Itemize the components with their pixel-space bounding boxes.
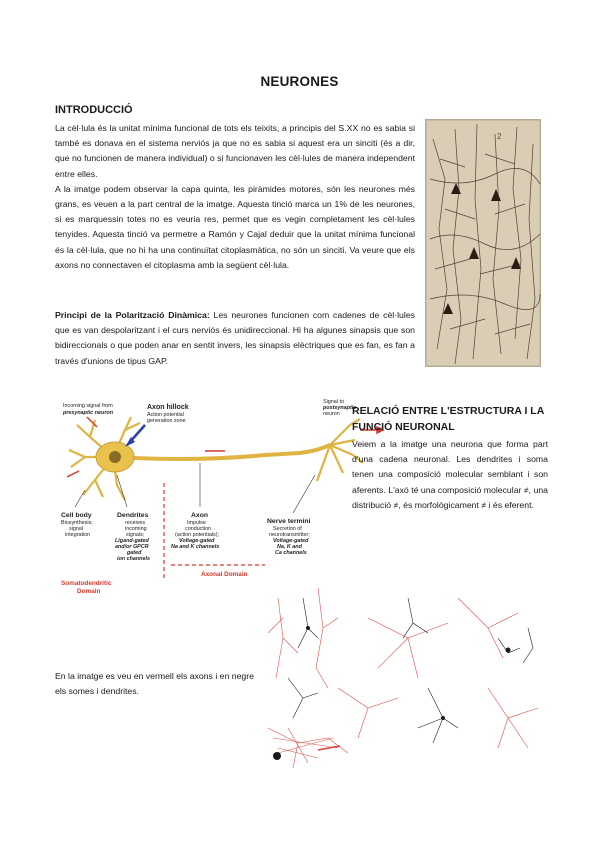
diagram-label: and/or GPCR xyxy=(115,544,149,550)
diagram-label: Dendrites xyxy=(117,512,149,519)
principle-paragraph xyxy=(55,308,415,369)
diagram-label: Incoming signal from xyxy=(63,403,113,409)
diagram-label: Voltage-gated xyxy=(179,538,215,544)
diagram-label: Axon xyxy=(191,512,208,519)
intro-paragraph: La cèl·lula és la unitat mínima funcional de tots els teixits, a principis del S.XX no es sabia si també es donava en el sistema nerviós ja que no es sabia si aquest era un sinciti (és a dir, que no funcionen de manera individual) o si funcionaven les cèl·lules de manera independent entre elles. xyxy=(55,123,415,179)
diagram-label: (action potentials); xyxy=(175,532,220,538)
diagram-label: Nerve termini xyxy=(267,518,311,525)
diagram-label: conduction xyxy=(185,526,212,532)
diagram-label: Domain xyxy=(77,588,101,595)
tracing-caption: En la imatge es veu en vermell els axons i en negre els somes i dendrites. xyxy=(55,671,254,697)
diagram-label: neurotransmitter; xyxy=(269,532,310,538)
diagram-label: Secretion of xyxy=(273,526,302,532)
page-title: NEURONES xyxy=(260,74,339,89)
diagram-label: ion channels xyxy=(117,556,150,562)
section-heading-structure-function: RELACIÓ ENTRE L'ESTRUCTURA I LA FUNCIÓ NEURONAL xyxy=(352,405,544,433)
diagram-label: Action potential xyxy=(147,412,184,418)
diagram-label: Ligand-gated xyxy=(115,538,149,544)
diagram-label: Voltage-gated xyxy=(273,538,309,544)
svg-text:2: 2 xyxy=(497,132,502,141)
diagram-label: signal xyxy=(69,526,84,532)
principle-label: Principi de la Polarització Dinàmica: xyxy=(55,310,210,320)
diagram-label: Somatodendritic xyxy=(61,580,112,587)
diagram-label: Impulse xyxy=(187,520,206,526)
diagram-label: receives xyxy=(125,520,146,526)
diagram-label: integration xyxy=(65,532,91,538)
introduction-text xyxy=(55,121,415,273)
diagram-label: Ca channels xyxy=(275,550,307,556)
intro-paragraph: A la imatge podem observar la capa quinta, les piràmides motores, són les neurones més grans, es veuen a la part central de la imatge. Aquesta tinció marca un 1% de les neurones, si es marquessin totes no es veuria res, permet que es vegin completament les cèl·lules tenyides. Aquesta tinció va permetre a Ramón y Cajal deduir que la unitat mínima funcional és la cèl·lula, que no hi ha una continuïtat citoplasmàtica, no són un sinciti. Va veure que els axons no connectaven el citoplasma amb la següent cèl·lula. xyxy=(55,183,415,270)
diagram-label: Cell body xyxy=(61,512,92,519)
diagram-label: signals; xyxy=(126,532,145,538)
principle-body: Les neurones funcionen com cadenes de cèl·lules que es van despolaritzant i el curs nerviós és unidireccional. Hi ha algunes sinapsis que son bidireccionals o que poden anar en sentit invers, les sinapsis elèctriques que es fan, es fan a través d'unions de tipus GAP. xyxy=(55,310,415,366)
diagram-label: postsynaptic xyxy=(323,405,357,411)
structure-function-text: Veiem a la imatge una neurona que forma part d'una cadena neuronal. Les dendrites i soma tenen una composició molecular semblant i son aferents. L'axó té una composició molecular ≠, una distribució ≠, és morfològicament ≠ i és eferent. xyxy=(352,439,548,510)
diagram-label: generation zone xyxy=(147,418,186,424)
section-heading-introduction: INTRODUCCIÓ xyxy=(55,104,133,116)
diagram-label: Na, K and xyxy=(277,544,302,550)
diagram-label: Signal to xyxy=(323,399,344,405)
diagram-label: Axon hillock xyxy=(147,404,189,411)
cortex-stain-photo xyxy=(425,119,541,367)
diagram-label: incoming xyxy=(125,526,147,532)
neuron-tracings-figure xyxy=(258,578,550,776)
neuron-structure-diagram xyxy=(55,395,400,598)
diagram-label: gated xyxy=(127,550,142,556)
diagram-label: Na and K channels xyxy=(171,544,220,550)
diagram-label: presynaptic neuron xyxy=(63,410,114,416)
diagram-label: neuron xyxy=(323,411,340,417)
diagram-label: Biosynthesis; xyxy=(61,520,93,526)
diagram-label: Axonal Domain xyxy=(201,571,248,578)
